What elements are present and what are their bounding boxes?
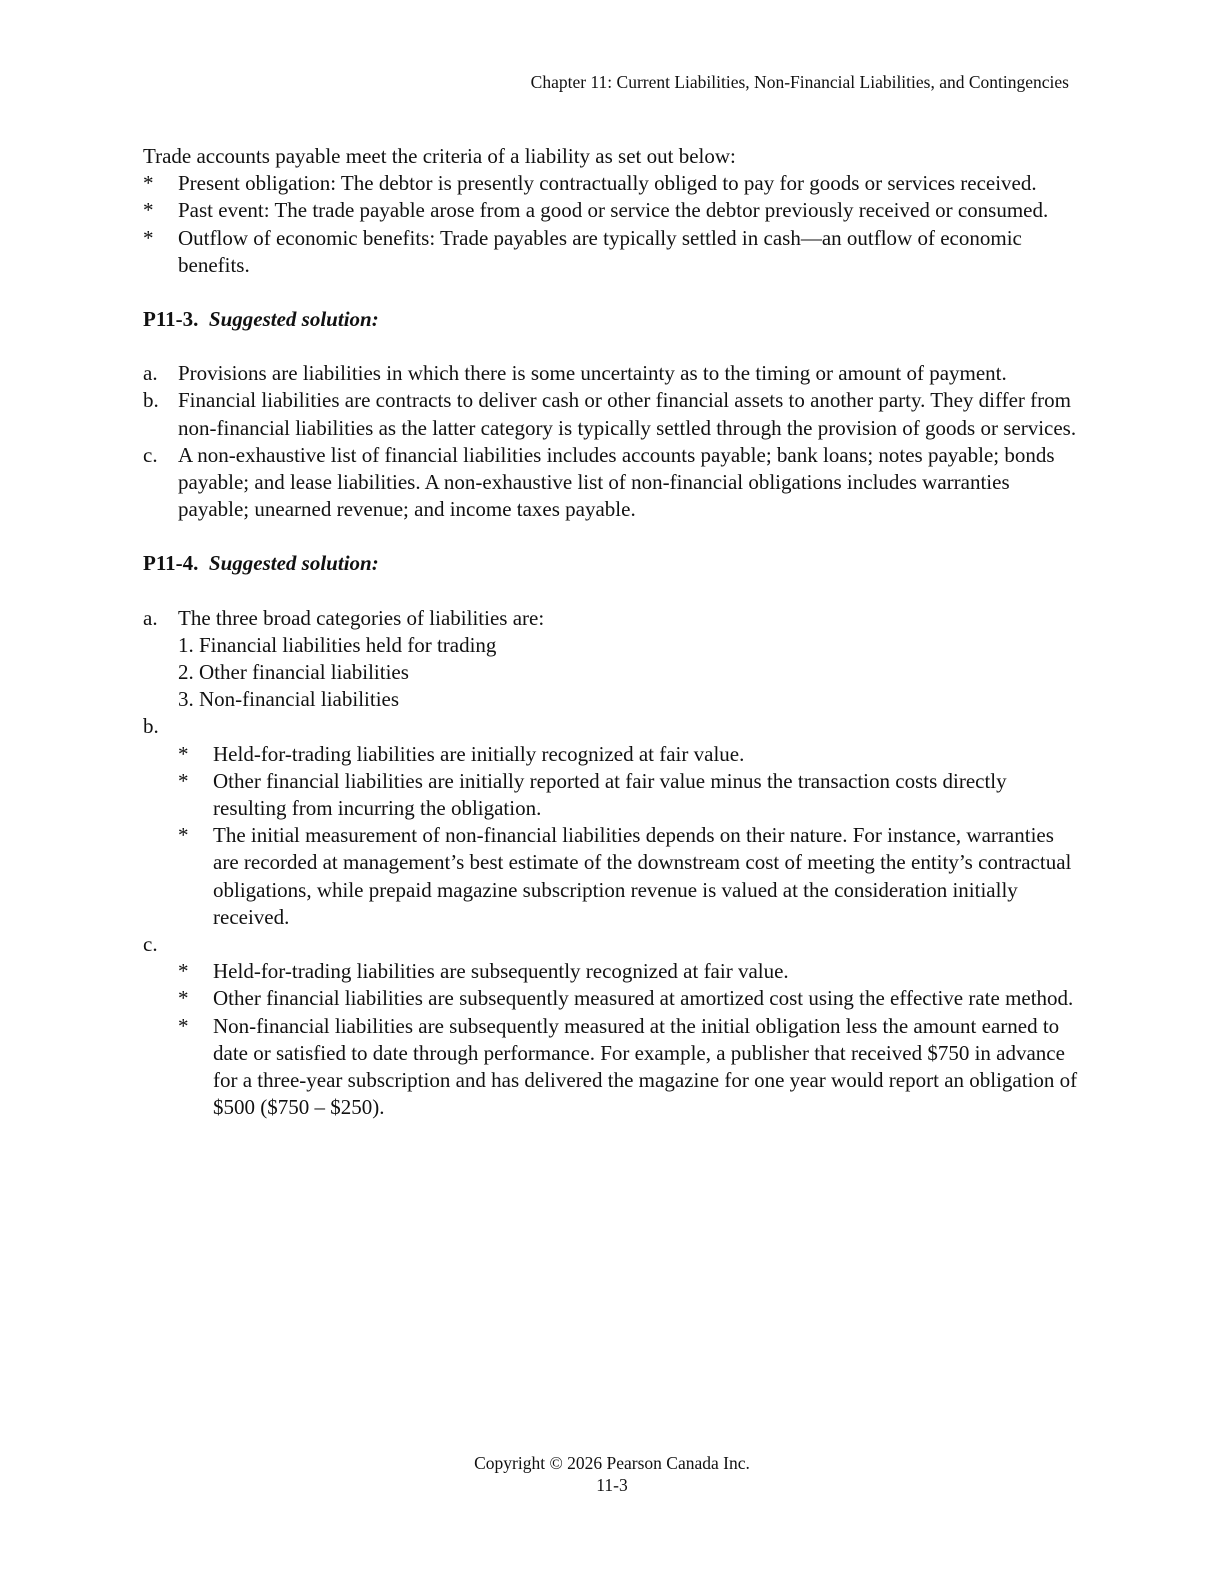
bullet-marker: *: [178, 1013, 189, 1038]
sub-bullet: [178, 958, 1078, 985]
intro-lead: Trade accounts payable meet the criteria of a liability as set out below:: [143, 144, 736, 168]
bullet-text: Held-for-trading liabilities are subsequently recognized at fair value.: [213, 959, 789, 984]
bullet-marker: *: [178, 823, 189, 848]
answer-item: [143, 360, 1078, 387]
copyright-notice: Copyright © 2026 Pearson Canada Inc.: [474, 1453, 750, 1473]
bullet-marker: *: [143, 171, 154, 196]
item-marker: c.: [143, 442, 158, 467]
item-marker: b.: [143, 388, 159, 413]
answer-item: [143, 442, 1078, 524]
section-heading-p11-4: [143, 550, 1078, 577]
bullet-marker: *: [143, 225, 154, 250]
page-body: [143, 143, 1078, 1122]
item-marker-b: b.: [143, 714, 159, 739]
bullet-text: Non-financial liabilities are subsequently measured at the initial obligation less the amount earned to date or satisfied to date through performance. For example, a publisher that received $750 in advance for a three-year subscription and has delivered the magazine for one year would report an obligation of $500 ($750 – $250).: [213, 1013, 1078, 1120]
sub-bullet: [178, 741, 1078, 768]
bullet-marker: *: [143, 198, 154, 223]
item-marker: a.: [143, 361, 158, 386]
bullet-text: The initial measurement of non-financial liabilities depends on their nature. For instance, warranties are recorded at management’s best estimate of the downstream cost of meeting the entity’s contractual obligations, while prepaid magazine subscription revenue is valued at the consideration initially received.: [213, 823, 1072, 929]
problem-subtitle: Suggested solution:: [208, 307, 379, 332]
item-text: Provisions are liabilities in which there is some uncertainty as to the timing or amount of payment.: [178, 361, 1007, 386]
section-heading-p11-3: [143, 306, 1078, 333]
bullet-text: Other financial liabilities are initially reported at fair value minus the transaction costs directly resulting from incurring the obligation.: [213, 768, 1007, 821]
item-marker: a.: [143, 605, 158, 630]
numbered-item: 3. Non-financial liabilities: [178, 687, 400, 712]
intro-bullet: [143, 170, 1078, 197]
item-marker-c: c.: [143, 932, 158, 957]
problem-subtitle: Suggested solution:: [208, 551, 379, 576]
bullet-marker: *: [178, 741, 189, 766]
intro-bullet: [143, 225, 1078, 279]
sub-bullet: [178, 822, 1078, 931]
bullet-text: Held-for-trading liabilities are initially recognized at fair value.: [213, 741, 745, 766]
answer-item-a: [143, 605, 1078, 632]
chapter-header: Chapter 11: Current Liabilities, Non-Financial Liabilities, and Contingencies: [530, 72, 1069, 92]
bullet-text: Outflow of economic benefits: Trade payables are typically settled in cash—an outflow of economic benefits.: [178, 225, 1022, 277]
sub-bullet: [178, 1013, 1078, 1122]
bullet-marker: *: [178, 986, 189, 1011]
sub-bullet: [178, 768, 1078, 822]
page-number: 11-3: [596, 1475, 628, 1495]
page-footer: [0, 1452, 1224, 1496]
problem-label: P11-3.: [143, 307, 199, 332]
bullet-text: Past event: The trade payable arose from a good or service the debtor previously received or consumed.: [178, 198, 1049, 223]
sub-bullet: [178, 985, 1078, 1012]
item-text: Financial liabilities are contracts to deliver cash or other financial assets to another party. They differ from non-financial liabilities as the latter category is typically settled through the provision of goods or services.: [178, 388, 1077, 440]
bullet-text: Other financial liabilities are subsequently measured at amortized cost using the effective rate method.: [213, 986, 1074, 1011]
item-text: A non-exhaustive list of financial liabilities includes accounts payable; bank loans; notes payable; bonds payable; and lease liabilities. A non-exhaustive list of non-financial obligations includes warranties payable; unearned revenue; and income taxes payable.: [178, 442, 1055, 522]
item-text: The three broad categories of liabilities are:: [178, 605, 545, 630]
numbered-item: 2. Other financial liabilities: [178, 660, 409, 685]
intro-bullet: [143, 197, 1078, 224]
bullet-text: Present obligation: The debtor is presently contractually obliged to pay for goods or services received.: [178, 171, 1037, 196]
bullet-marker: *: [178, 959, 189, 984]
numbered-item: 1. Financial liabilities held for trading: [178, 632, 497, 657]
answer-item: [143, 387, 1078, 441]
problem-label: P11-4.: [143, 551, 199, 576]
bullet-marker: *: [178, 768, 189, 793]
